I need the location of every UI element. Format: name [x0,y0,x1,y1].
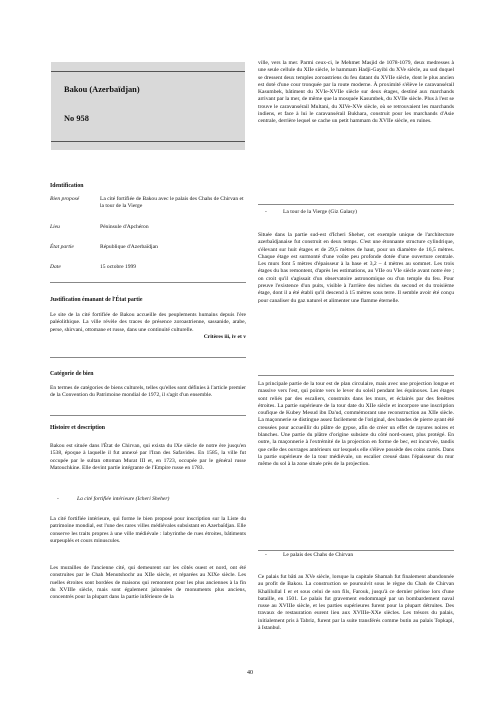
subsection-tour-vierge: La tour de la Vierge (Giz Galasy) [283,209,358,215]
id-value: Péninsule d'Apchéron [100,224,149,230]
right-text-4: Ce palais fut bâti au XVe siècle, lorsque la capitale Shamah fut finalement abandonnée au profit de Bakou. La construction se poursuivit sous le règne du Chah de Chirvan Khalilullal I er et sous celui de son fils, Farouk, jusqu'à ce dernier périsse lors d'une bataille, en 1501. Le palais fut gravement endommagé par un bombardement naval russe au XVIIIe siècle, et les parties supérieures furent pour la plupart détruites. Des travaux de restauration eurent lieu aux XVIIIe-XXe siècles. Les trésors du palais, initialement pris à Tabriz, furent par la suite transférés comme butin au palais Topkapi, à Istanbul. [258,574,454,632]
justification-heading: Justification émanant de l'État partie [50,297,143,303]
id-row-bien [50,196,246,212]
history-p2 [50,516,246,545]
divider [258,375,454,376]
history-heading: Histoire et description [50,425,105,431]
right-text-2: Située dans la partie sud-est d'Icheri Sheher, cet exemple unique de l'architecture azerbaïdjanaise fut construit en deux temps. C'est une étonnante structure cylindrique, s'élevant sur huit étages et de 29,5 mètres de haut, pour un diamètre de 16,5 mètres. Chaque étage est surmonté d'une voûte peu profonde dotée d'une ouverture centrale. Les murs font 5 mètres d'épaisseur à la base et 3,2 – 4 mètres au sommet. Les trois étages du bas remontent, d'après les estimations, au VIIe ou VIe siècle avant notre ère ; on croit qu'il s'agissait d'un observatoire astronomique ou d'un temple du feu. Pour preuve l'existence d'un puits, visible à l'arrière des niches du second et du troisième étage, dont il a été établi qu'il descend à 15 mètres sous terre. Il semble avoir été conçu pour canaliser du gaz naturel et alimenter une flamme éternelle. [258,232,454,304]
history-text-1: Bakou est située dans l'État de Chirvan, qui exista du IXe siècle de notre ère jusqu'en 1538, époque à laquelle il fut annexé par l'Iran des Safavides. En 1585, la ville fut occupée par le sultan ottoman Murat III et, en 1723, occupée par le général russe Matouchkine. Elle devint partie intégrante de l'Empire russe en 1783. [50,443,246,471]
id-label: Bien proposé [50,196,80,202]
page-number: 40 [247,670,253,676]
divider [50,282,246,283]
right-p3 [258,381,454,469]
criteria-text: Critères iii, iv et v [203,333,246,340]
header-top-rule [51,71,245,72]
bullet-dash: - [265,552,267,558]
divider [50,415,246,416]
id-label: État partie [50,244,74,250]
category-heading: Catégorie de bien [50,371,94,377]
id-value: 15 octobre 1999 [100,264,137,270]
right-p1 [258,60,454,126]
id-value: La cité fortifiée de Bakou avec le palais des Chahs de Chirvan et la tour de la Vierge [100,196,244,210]
subsection-palais: Le palais des Chahs de Chirvan [283,552,354,558]
right-text-3: La principale partie de la tour est de plan circulaire, mais avec une projection longue et massive vers l'est, qui pointe vers le lever du soleil pendant les équinoxes. Les étages sont reliés par des escaliers, construits dans les murs, et éclairés par des fenêtres étroites. La partie supérieure de la tour date du XIIe siècle et incorpore une inscription coufique de Kubey Mesud ibn Da'ud, commémorant une reconstruction au XIIe siècle. La maçonnerie se distingue assez facilement de l'original, des bandes de pierre ayant été creusées pour accueillir du plâtre de gypse, afin de créer un effet de rayures noires et blanches. Une partie du plâtre d'origine subsiste du côté nord-ouest, plus protégé. En outre, la maçonnerie à l'extrémité de la projection en forme de bec, est incurvée, tandis que celle des ouvrages antérieurs sur lesquels elle s'élève possède des coins carrés. Dans la partie supérieure de la tour médiévale, un escalier creusé dans l'épaisseur du mur même du sol à la zone située près de la projection. [258,381,454,468]
bullet-dash: - [265,209,267,215]
divider [258,204,454,205]
subsection-icheri-sheher: La cité fortifiée intérieure (Icheri Sheher) [77,496,170,502]
history-p3 [50,565,246,601]
history-text-2: La cité fortifiée intérieure, qui forme le bien proposé pour inscription sur la Liste du patrimoine mondial, est l'une des rares villes médiévales subsistant en Azerbaïdjan. Elle conserve les traits propres à une ville médiévale : labyrinthe de rues étroites, bâtiments surpeuplés et cours minuscules. [50,516,246,544]
bullet-dash: - [57,496,59,502]
right-text-1: ville, vers la mer. Parmi ceux-ci, le Mehmet Masjid de 1078-1079, deux medresses à une seule cellule du XIIe siècle, le hammam Hadji-Gayibi du XVe siècle, au sud duquel se dressent deux temples zoroastriens du feu datant du XVIIe siècle, dont le plus ancien est doté d'une cour tronquée par la route moderne. À proximité s'élève le caravansérail Kasumbek, bâtiment du XVIe-XVIIe siècle sur deux étages, destiné aux marchands arrivant par la mer, de même que la mosquée Kasumbek, du XVIIe siècle. Plus à l'est se trouve le caravansérail Multani, du XIVe-XVe siècle, où se retrouvaient les marchands indiens, et face à lui le caravansérail Bukhara, construit pour les marchands d'Asie centrale, derrière lequel se cache un petit hammam du XVIIe siècle, en ruines. [258,60,454,125]
justification-text: Le site de la cité fortifiée de Bakou accueille des peuplements humains depuis l'ère paléolithique. La ville révèle des traces de présence zoroastrienne, sassanide, arabe, perse, shirvani, ottomane et russe, dans une continuité culturelle. [50,312,246,333]
history-p1 [50,443,246,472]
id-value: République d'Azerbaïdjan [100,244,158,250]
page-title: Bakou (Azerbaïdjan) [64,85,140,94]
divider [50,357,246,358]
category-text: En termes de catégories de biens culturels, telles qu'elles sont définies à l'article premier de la Convention du Patrimoine mondial de 1972, il s'agit d'un ensemble. [50,385,246,399]
right-p4 [258,574,454,632]
justification-block [50,312,246,341]
header-bottom-rule [51,141,245,142]
divider [258,550,454,551]
right-p2 [258,232,454,305]
header-box [51,62,245,150]
history-text-3: Les murailles de l'ancienne cité, qui demeurent sur les côtés ouest et nord, ont été construites par le Chah Menutshochr au XIIe siècle, et réparées au XIXe siècle. Les ruelles étroites sont bordées de maisons qui remontent pour les plus anciennes à la fin du XVIIIe siècle, mais sont également jalonnées de monuments plus anciens, concentrés pour la plupart dans la partie inférieure de la [50,565,246,601]
document-number: No 958 [64,114,89,123]
id-label: Date [50,264,61,270]
id-label: Lieu [50,224,60,230]
identification-heading: Identification [50,183,84,189]
category-block [50,385,246,400]
